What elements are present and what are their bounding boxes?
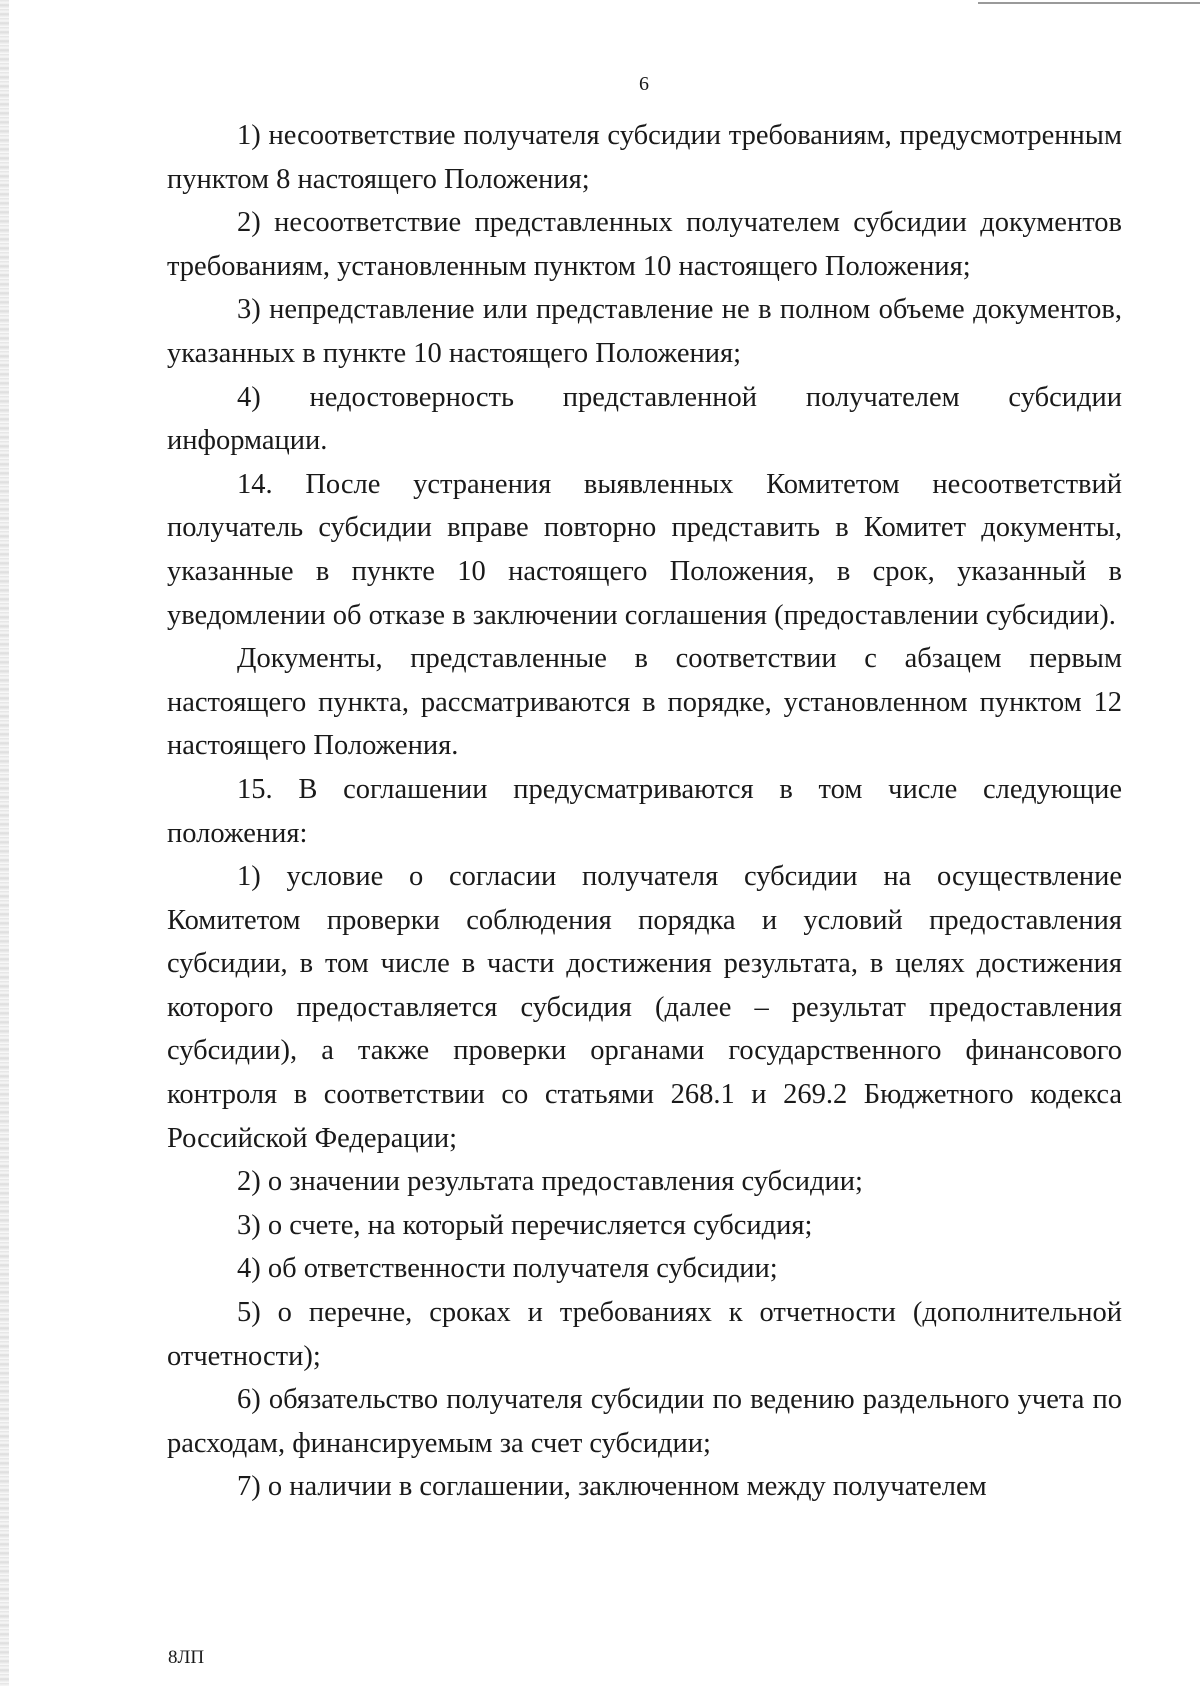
paragraph-item-2: 2) несоответствие представленных получателем субсидии документов требованиям, установленным пунктом 10 настоящего Положения;: [167, 207, 1122, 282]
paragraph-item-1: 1) несоответствие получателя субсидии требованиям, предусмотренным пунктом 8 настоящего Положения;: [167, 120, 1122, 195]
top-rule: [978, 2, 1200, 4]
paragraph-clause-14: 14. После устранения выявленных Комитетом несоответствий получатель субсидии вправе повторно представить в Комитет документы, указанные в пункте 10 настоящего Положения, в срок, указанный в уведомлении об отказе в заключении соглашения (предоставлении субсидии).: [167, 468, 1122, 631]
paragraph-clause-15: 15. В соглашении предусматриваются в том числе следующие положения:: [167, 773, 1122, 849]
paragraph-provision-4: 4) об ответственности получателя субсидии;: [237, 1253, 778, 1285]
paragraph-provision-1: 1) условие о согласии получателя субсидии на осуществление Комитетом проверки соблюдения порядка и условий предоставления субсидии, в том числе в части достижения результата, в целях достижения которого предоставляется субсидия (далее – результат предоставления субсидии), а также проверки органами государственного финансового контроля в соответствии со статьями 268.1 и 269.2 Бюджетного кодекса Российской Федерации;: [167, 861, 1122, 1154]
page-number: 6: [639, 73, 649, 95]
scan-edge: [0, 0, 9, 1686]
paragraph-provision-6: 6) обязательство получателя субсидии по ведению раздельного учета по расходам, финансируемым за счет субсидии;: [167, 1384, 1122, 1459]
paragraph-provision-3: 3) о счете, на который перечисляется субсидия;: [237, 1209, 813, 1241]
paragraph-provision-5: 5) о перечне, сроках и требованиях к отчетности (дополнительной отчетности);: [167, 1297, 1122, 1372]
paragraph-item-4: 4) недостоверность представленной получателем субсидии информации.: [167, 381, 1122, 457]
paragraph-item-3: 3) непредставление или представление не в полном объеме документов, указанных в пункте 10 настоящего Положения;: [167, 294, 1122, 369]
paragraph-provision-2: 2) о значении результата предоставления субсидии;: [237, 1166, 863, 1198]
footer-code: 8ЛП: [168, 1647, 205, 1668]
paragraph-provision-7: 7) о наличии в соглашении, заключенном между получателем: [237, 1471, 987, 1503]
document-body: [167, 114, 1122, 1509]
paragraph-clause-14-documents: Документы, представленные в соответствии с абзацем первым настоящего пункта, рассматриваются в порядке, установленном пунктом 12 настоящего Положения.: [167, 643, 1122, 762]
